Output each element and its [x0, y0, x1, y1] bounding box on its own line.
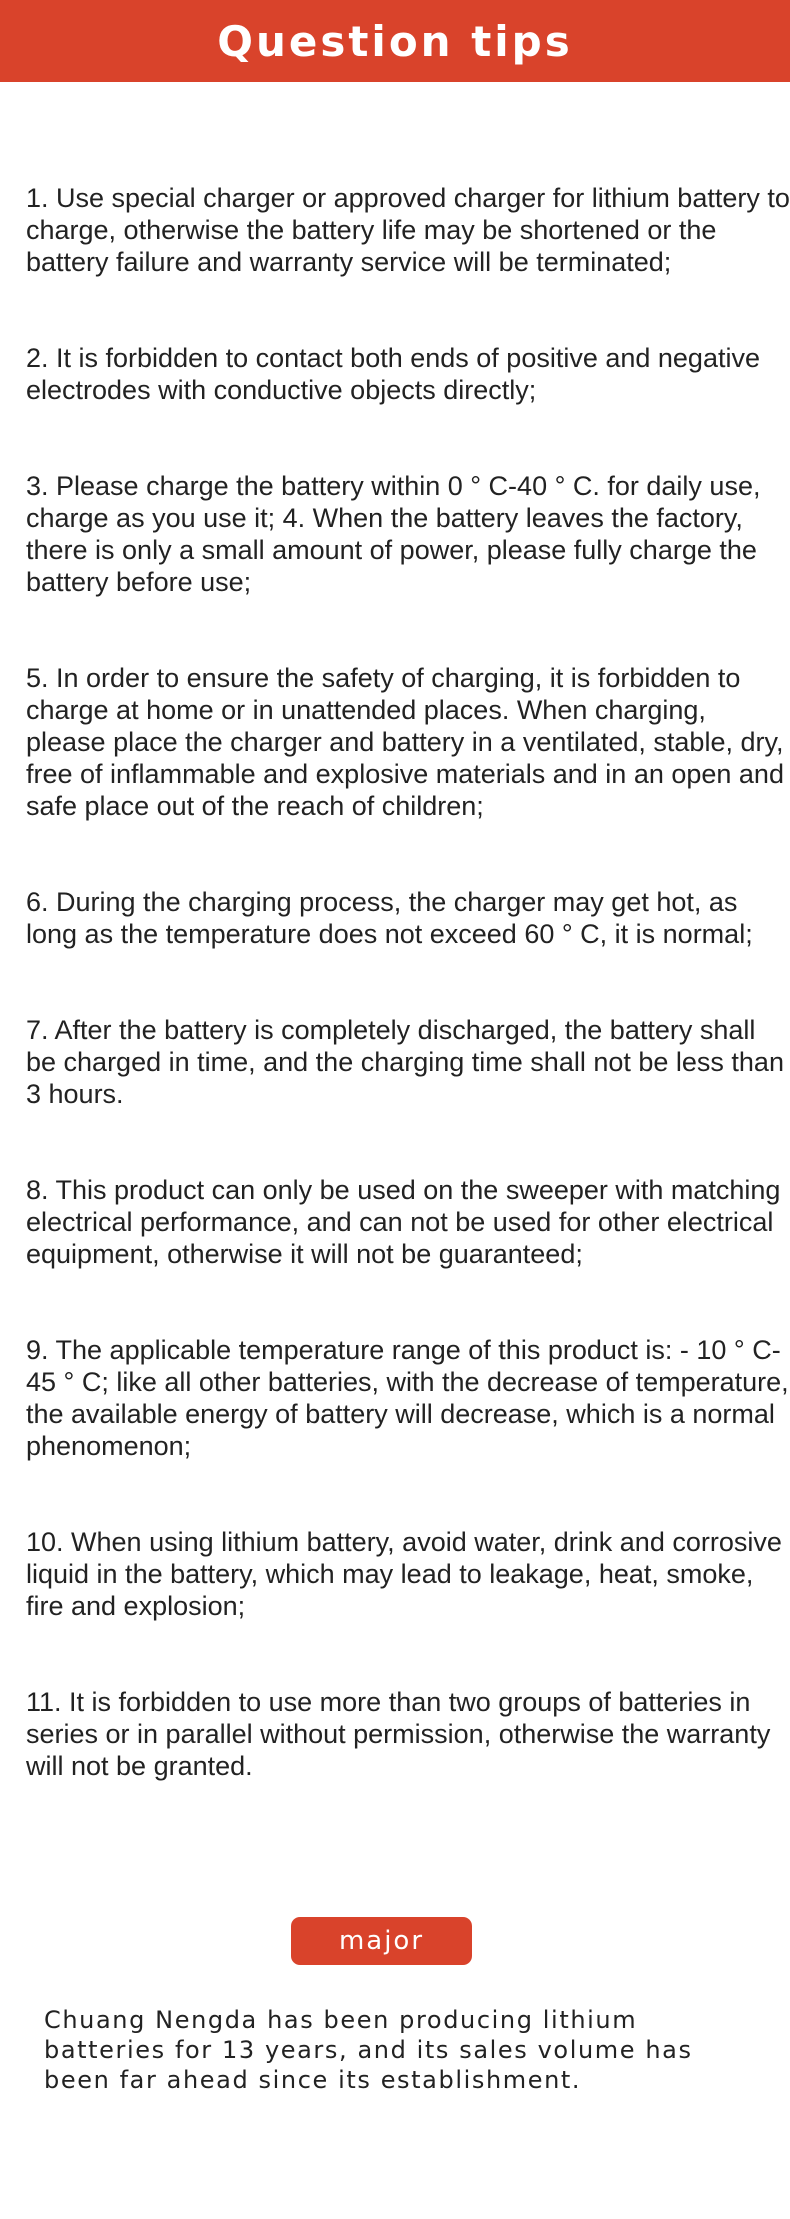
major-button[interactable] — [291, 1917, 472, 1965]
tip-item-3: 3. Please charge the battery within 0 ° C-40 ° C. for daily use, charge as you use it; 4. When the battery leaves the factory, there is only a small amount of power, please fully charge the battery before use; — [26, 471, 761, 597]
tip-item-5: 5. In order to ensure the safety of charging, it is forbidden to charge at home or in unattended places. When charging, please place the charger and battery in a ventilated, stable, dry, free of inflammable and explosive materials and in an open and safe place out of the reach of children; — [26, 663, 784, 821]
tip-item-1: 1. Use special charger or approved charger for lithium battery to charge, otherwise the battery life may be shortened or the battery failure and warranty service will be terminated; — [26, 183, 790, 277]
tip-item-9: 9. The applicable temperature range of this product is: - 10 ° C-45 ° C; like all other batteries, with the decrease of temperature, the available energy of battery will decrease, which is a normal phenomenon; — [26, 1335, 789, 1461]
tip-item-6: 6. During the charging process, the charger may get hot, as long as the temperature does not exceed 60 ° C, it is normal; — [26, 887, 753, 949]
company-description: Chuang Nengda has been producing lithium batteries for 13 years, and its sales volume has been far ahead since its establishment. — [44, 2006, 693, 2094]
tips-list — [26, 182, 790, 1782]
tip-item-10: 10. When using lithium battery, avoid water, drink and corrosive liquid in the battery, which may lead to leakage, heat, smoke, fire and explosion; — [26, 1527, 782, 1621]
major-button-label: major — [338, 1926, 425, 1956]
header-banner — [0, 0, 790, 82]
page-title: Question tips — [217, 16, 573, 66]
tip-item-7: 7. After the battery is completely discharged, the battery shall be charged in time, and the charging time shall not be less than 3 hours. — [26, 1015, 784, 1109]
tip-item-8: 8. This product can only be used on the sweeper with matching electrical performance, and can not be used for other electrical equipment, otherwise it will not be guaranteed; — [26, 1175, 781, 1269]
tip-item-11: 11. It is forbidden to use more than two groups of batteries in series or in parallel without permission, otherwise the warranty will not be granted. — [26, 1687, 771, 1781]
tip-item-2: 2. It is forbidden to contact both ends of positive and negative electrodes with conductive objects directly; — [26, 343, 760, 405]
